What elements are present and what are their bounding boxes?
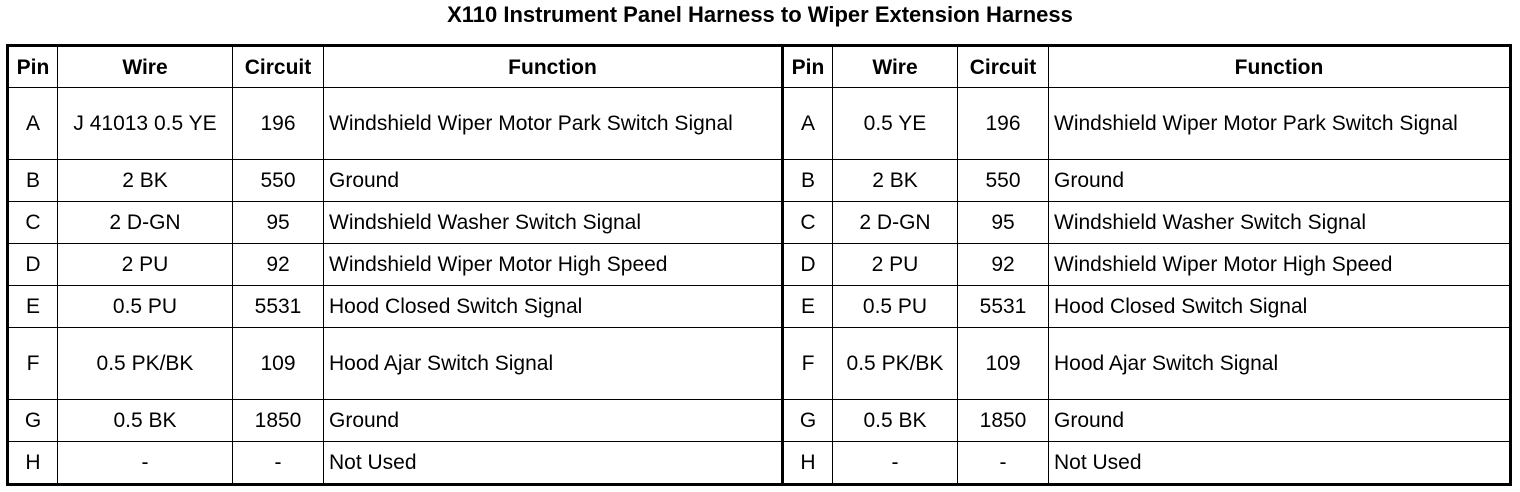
circuit-cell: 109 [958, 328, 1049, 400]
table-row [8, 328, 1511, 400]
col-header-function: Function [324, 46, 783, 88]
col-header-pin: Pin [783, 46, 833, 88]
function-cell: Ground [324, 160, 783, 202]
function-cell: Hood Ajar Switch Signal [324, 328, 783, 400]
table-row [8, 244, 1511, 286]
function-cell: Hood Ajar Switch Signal [1049, 328, 1511, 400]
circuit-cell: 95 [958, 202, 1049, 244]
function-cell: Windshield Washer Switch Signal [324, 202, 783, 244]
function-cell: Ground [1049, 400, 1511, 442]
function-cell: Not Used [1049, 442, 1511, 485]
wire-cell: - [58, 442, 233, 485]
pin-cell: H [8, 442, 58, 485]
wire-cell: 2 PU [833, 244, 958, 286]
circuit-cell: 1850 [233, 400, 324, 442]
circuit-cell: 5531 [958, 286, 1049, 328]
document-title: X110 Instrument Panel Harness to Wiper Extension Harness [447, 2, 1073, 27]
function-cell: Not Used [324, 442, 783, 485]
wire-cell: 2 BK [833, 160, 958, 202]
pinout-table [6, 44, 1512, 486]
col-header-circuit: Circuit [233, 46, 324, 88]
col-header-pin: Pin [8, 46, 58, 88]
wire-cell: 0.5 PK/BK [833, 328, 958, 400]
col-header-wire: Wire [833, 46, 958, 88]
circuit-cell: - [233, 442, 324, 485]
pin-cell: B [8, 160, 58, 202]
circuit-cell: - [958, 442, 1049, 485]
wire-cell: 2 BK [58, 160, 233, 202]
circuit-cell: 550 [233, 160, 324, 202]
table-row [8, 286, 1511, 328]
pin-cell: H [783, 442, 833, 485]
table-row [8, 400, 1511, 442]
function-cell: Hood Closed Switch Signal [1049, 286, 1511, 328]
wire-cell: 0.5 PU [58, 286, 233, 328]
pin-cell: A [8, 88, 58, 160]
function-cell: Windshield Wiper Motor Park Switch Signal [324, 88, 783, 160]
pin-cell: G [783, 400, 833, 442]
function-cell: Ground [324, 400, 783, 442]
pin-cell: B [783, 160, 833, 202]
wire-cell: 0.5 PU [833, 286, 958, 328]
wire-cell: - [833, 442, 958, 485]
table-row [8, 202, 1511, 244]
function-cell: Ground [1049, 160, 1511, 202]
col-header-function: Function [1049, 46, 1511, 88]
function-cell: Windshield Wiper Motor Park Switch Signal [1049, 88, 1511, 160]
pin-cell: D [783, 244, 833, 286]
col-header-circuit: Circuit [958, 46, 1049, 88]
wire-cell: 0.5 BK [833, 400, 958, 442]
wire-cell: 0.5 YE [833, 88, 958, 160]
table-row [8, 442, 1511, 485]
table-row [8, 160, 1511, 202]
circuit-cell: 5531 [233, 286, 324, 328]
pin-cell: E [783, 286, 833, 328]
function-cell: Windshield Wiper Motor High Speed [1049, 244, 1511, 286]
wire-cell: 2 PU [58, 244, 233, 286]
pin-cell: F [8, 328, 58, 400]
circuit-cell: 1850 [958, 400, 1049, 442]
function-cell: Hood Closed Switch Signal [324, 286, 783, 328]
circuit-cell: 92 [233, 244, 324, 286]
pin-cell: A [783, 88, 833, 160]
table-row [8, 88, 1511, 160]
wire-cell: 0.5 PK/BK [58, 328, 233, 400]
pin-cell: C [783, 202, 833, 244]
wire-cell: J 41013 0.5 YE [58, 88, 233, 160]
header-row [8, 46, 1511, 88]
pin-cell: E [8, 286, 58, 328]
circuit-cell: 550 [958, 160, 1049, 202]
pin-cell: C [8, 202, 58, 244]
col-header-wire: Wire [58, 46, 233, 88]
circuit-cell: 95 [233, 202, 324, 244]
wire-cell: 2 D-GN [58, 202, 233, 244]
pin-cell: D [8, 244, 58, 286]
circuit-cell: 196 [233, 88, 324, 160]
circuit-cell: 109 [233, 328, 324, 400]
wire-cell: 2 D-GN [833, 202, 958, 244]
pin-cell: G [8, 400, 58, 442]
function-cell: Windshield Washer Switch Signal [1049, 202, 1511, 244]
function-cell: Windshield Wiper Motor High Speed [324, 244, 783, 286]
circuit-cell: 92 [958, 244, 1049, 286]
circuit-cell: 196 [958, 88, 1049, 160]
wire-cell: 0.5 BK [58, 400, 233, 442]
pin-cell: F [783, 328, 833, 400]
